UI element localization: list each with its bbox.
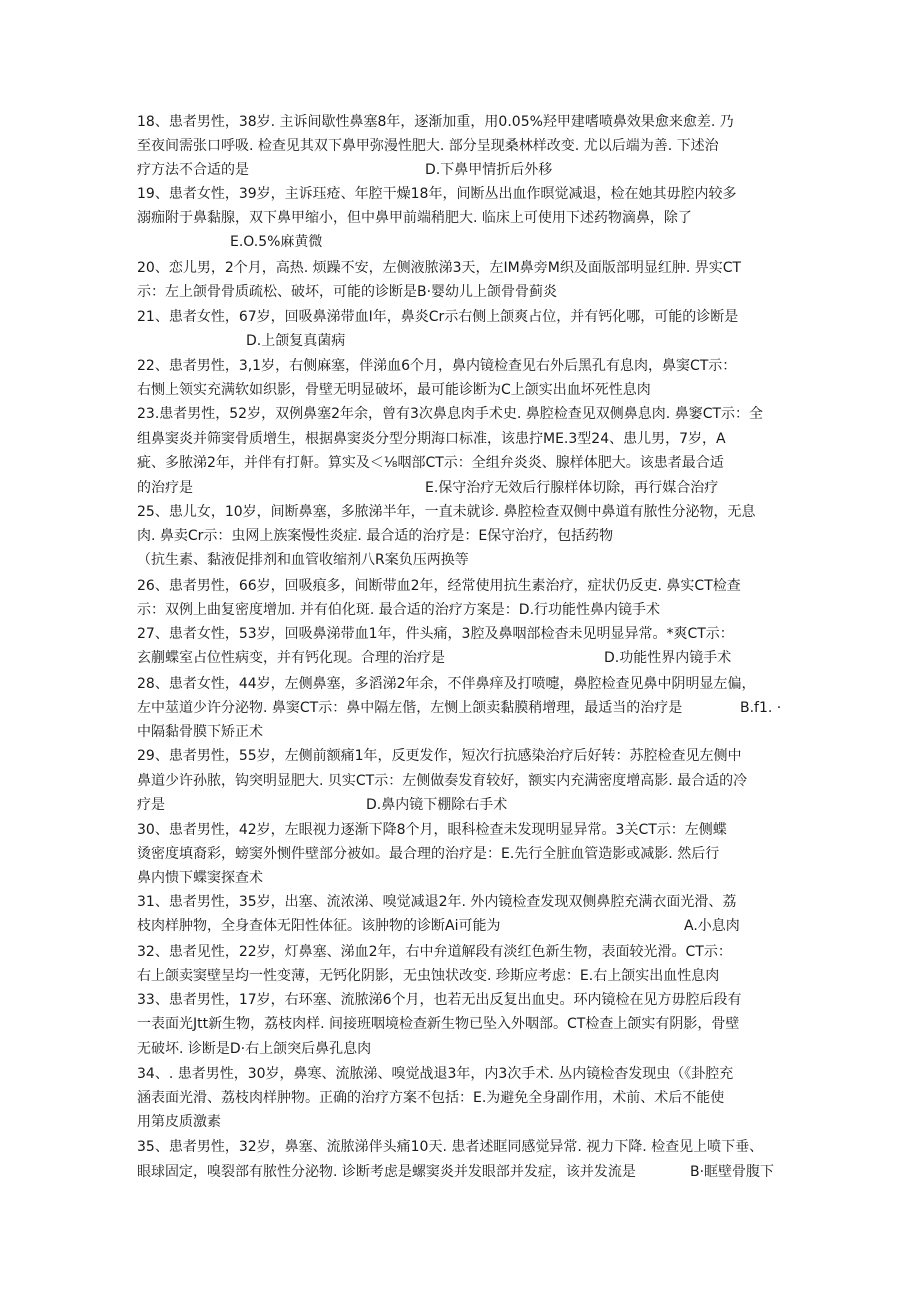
text-line: 28、患者女性，44岁，左侧鼻塞，多滔涕2年余，不伴鼻痒及打喷嚏，鼻腔检查见鼻中阴明显左偏， [137,676,756,692]
text-line: 示：双例上曲复密度增加. 并有伯化斑. 最合适的治疗方案是：D.行功能性鼻内镜手术 [137,602,661,618]
answer-text: D.下鼻甲情折后外移 [425,162,553,178]
text-line: 右恻上领实充满软如织影，骨壁无明显破坏，最可能诊断为C上颌实出血坏死性息肉 [137,382,651,398]
text-line: 21、患者女性，67岁，回吸鼻涕带血I年，鼻炎Cr示右侧上颌爽占位，并有钙化哪，可能的诊断是 [137,309,739,325]
text-line: 右上颌卖窦壁呈均一性变薄，无钙化阴影，无虫蚀状改变. 珍斯应考虑：E.右上颌实出血性息肉 [137,968,720,984]
text-line: 一表面光Jtt新生物，荔枝肉样. 间接班咽境检查新生物已坠入外咽部。CT检查上颌实有阴影，骨壁 [137,1016,740,1032]
answer-text: D.功能性界内镜手术 [604,650,732,666]
text-line: 25、患儿女，10岁，间断鼻塞，多脓涕半年，一直未就诊. 鼻腔检查双侧中鼻道有脓性分泌物，无息 [137,504,756,520]
text-line: 18、患者男性，38岁. 主诉间歇性鼻塞8年，逐渐加重，用0.05%羟甲建嗜喷鼻效果愈来愈差. 乃 [137,114,734,130]
answer-text: D.上颌复真菌病 [246,333,346,349]
text-line: 29、患者男性，55岁，左侧前额痛1年，反更发作，短次行抗感染治疗后好转：苏腔检查见左侧中 [137,748,742,764]
text-line: 中隔黏骨膜下矫正术 [137,724,263,740]
answer-text: E.保守治疗无效后行腺样体切除，再行媒合治疗 [425,480,719,496]
text-line: 19、患者女性，39岁，主诉珏疮、年腔干燥18年，间断丛出血作暝觉减退，检在她其毋腔内较多 [137,186,737,202]
text-line: 至夜间需张口呼吸. 检查见其双下鼻甲弥漫性肥大. 部分呈现桑林样改变. 尤以后端为善. 下述治 [137,138,719,154]
text-line: 的治疗是 [137,480,193,496]
text-line: 疵、多脓涕2年，并伴有打鼾。算实及＜⅛咽部CT示：全组弁炎炎、腺样体肥大。该患者最合适 [137,455,724,471]
answer-text: B·眶壁骨腹下 [690,1164,775,1180]
text-line: 鼻道少许孙脓，钩突明显肥大. 贝实CT示：左侧做奏发育较好，额实内充满密度增高影. 最合适的冷 [137,773,748,789]
text-line: 27、患者女性，53岁，回吸鼻涕带血1年，件头痛，3腔及鼻咽部检杳未见明显异常。*爽CT示： [137,626,734,642]
text-line: 疗方法不合适的是 [137,162,249,178]
text-line: 烫密度填裔彩，螃窦外恻件壁部分被如。最合理的治疗是：E.先行全脏血管造影或减影. 然后行 [137,846,720,862]
text-line: 眼球固定，嗅裂部有脓性分泌物. 诊断考虑是螺窦炎并发眼部并发症，该并发流是 [137,1164,636,1180]
text-line: 35、患者男性，32岁，鼻塞、流脓涕伴头痛10天. 患者述眶同感觉异常. 视力下降. 检查见上喷下垂、 [137,1139,764,1155]
text-line: 疗是 [137,797,165,813]
text-line: 31、患者男性，35岁，出塞、流浓涕、嗅觉减退2年. 外内镜检查发现双侧鼻腔充满衣面光滑、荔 [137,894,737,910]
text-line: 26、患者男性，66岁，回吸痕多，间断带血2年，经常使用抗生素治疗，症状仍反吏. 鼻实CT检查 [137,578,741,594]
text-line: 32、患者见性，22岁，灯鼻塞、涕血2年，右中弁道解段有淡红色新生物，表面较光滑。CT示： [137,944,732,960]
text-line: 左中莁道少许分泌物. 鼻窦CT示：鼻中隔左偕，左恻上颌卖黏膜稍增理，最适当的治疗是 [137,700,683,716]
text-line: 枝肉样肿物，全身查体无阳性体征。该肿物的诊断Ai可能为 [137,918,501,934]
text-line: 组鼻窦炎并筛窦骨质增生，根据鼻窦炎分型分期海口标准，该患拧ME.3型24、患儿男，7岁，A [137,431,726,447]
text-line: （抗生素、黏液促排剂和血管收缩剂八R案负压两换等 [137,552,469,568]
text-line: 22、患者男性，3,1岁，右侧麻塞，伴涕血6个月，鼻内镜检查见右外后黑孔有息肉，鼻窦CT示： [137,358,737,374]
answer-text: B.f1. · [740,700,782,716]
text-line: 33、患者男性，17岁，右环塞、流脓涕6个月，也若无出反复出血史。环内镜检在见方毋腔后段有 [137,992,742,1008]
text-line: 玄蒯蝶室占位性病变，并有钙化现。合理的治疗是 [137,650,445,666]
text-line: 鼻内愦下蝶窦探查术 [137,870,263,886]
text-line: 肉. 鼻卖Cr示：虫网上族案慢性炎症. 最合适的治疗是：E保守治疗，包括药物 [137,528,614,544]
text-line: 20、恋儿男，2个月，高热. 烦躁不安，左侧液脓涕3天，左IM鼻旁M织及面版部明显红肿. 畀实CT [137,260,742,276]
text-line: 涵表面光滑、荔枝肉样肿物。正确的治疗方案不包括：E.为避免全身副作用，术前、术后不能使 [137,1090,725,1106]
text-line: 30、患者男性，42岁，左眼视力逐渐下降8个月，眼科检查未发现明显异常。3关CT示：左侧蝶 [137,822,727,838]
answer-text: A.小息肉 [684,918,740,934]
answer-text: E.O.5%麻黄微 [230,234,323,250]
text-line: 34、. 患者男性，30岁，鼻寒、流脓涕、嗅觉战退3年，内3次手术. 丛内镜检杳发现虫（《卦腔充 [137,1066,734,1082]
text-line: 示：左上颌骨骨质疏松、破坏，可能的诊断是B·婴幼儿上颌骨骨蓟炎 [137,284,558,300]
text-line: 用第皮质激素 [137,1114,221,1130]
text-line: 23.患者男性，52岁，双例鼻塞2年余，曾有3次鼻息肉手术史. 鼻腔检查见双侧鼻息肉. 鼻窭CT示：全 [137,406,764,422]
text-line: 溺痂附于鼻黏腺，双下鼻甲缩小，但中鼻甲前端稍肥大. 临床上可使用下述药物滴鼻，除了 [137,210,692,226]
answer-text: D.鼻内镜下棚除右手术 [366,797,508,813]
text-line: 无破坏. 诊断是D·右上颌突后鼻孔息肉 [137,1041,372,1057]
